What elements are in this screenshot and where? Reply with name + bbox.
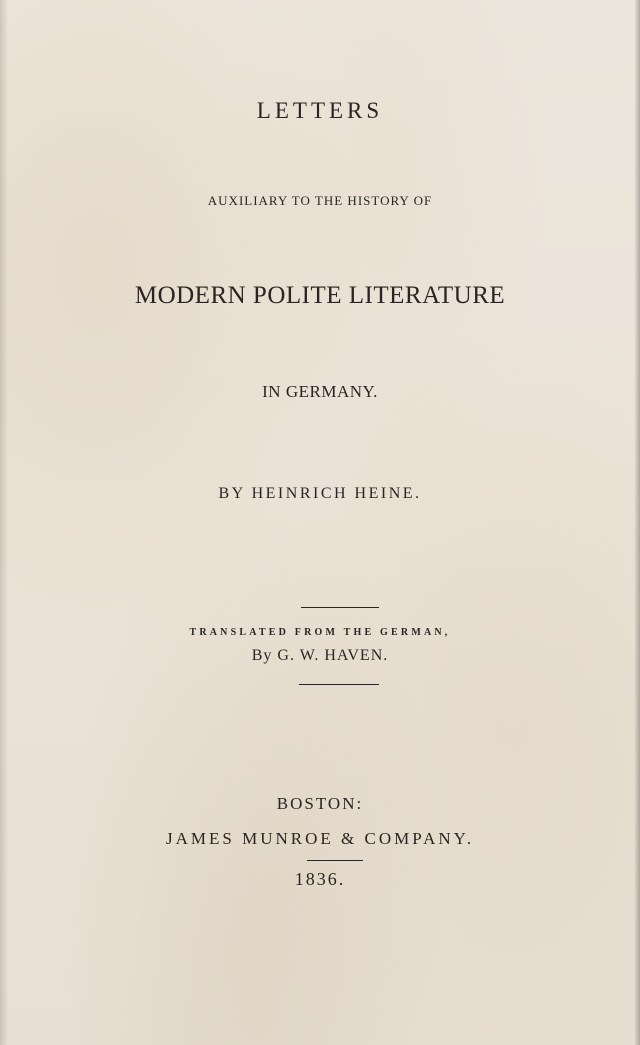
translator-line: By G. W. HAVEN. — [251, 647, 389, 664]
book-title: LETTERS — [256, 98, 384, 123]
publisher-name: JAMES MUNROE & COMPANY. — [165, 829, 474, 848]
divider-rule-bottom — [299, 684, 379, 685]
publication-year: 1836. — [294, 869, 346, 889]
subtitle-prefix: AUXILIARY TO THE HISTORY OF — [207, 193, 433, 208]
location-line: IN GERMANY. — [262, 382, 378, 401]
publication-city: BOSTON: — [276, 794, 364, 813]
translation-note: TRANSLATED FROM THE GERMAN, — [189, 627, 451, 638]
divider-rule-top — [301, 607, 379, 608]
divider-rule-imprint — [307, 860, 363, 861]
main-title: MODERN POLITE LITERATURE — [134, 282, 506, 309]
author-line: BY HEINRICH HEINE. — [218, 485, 422, 502]
